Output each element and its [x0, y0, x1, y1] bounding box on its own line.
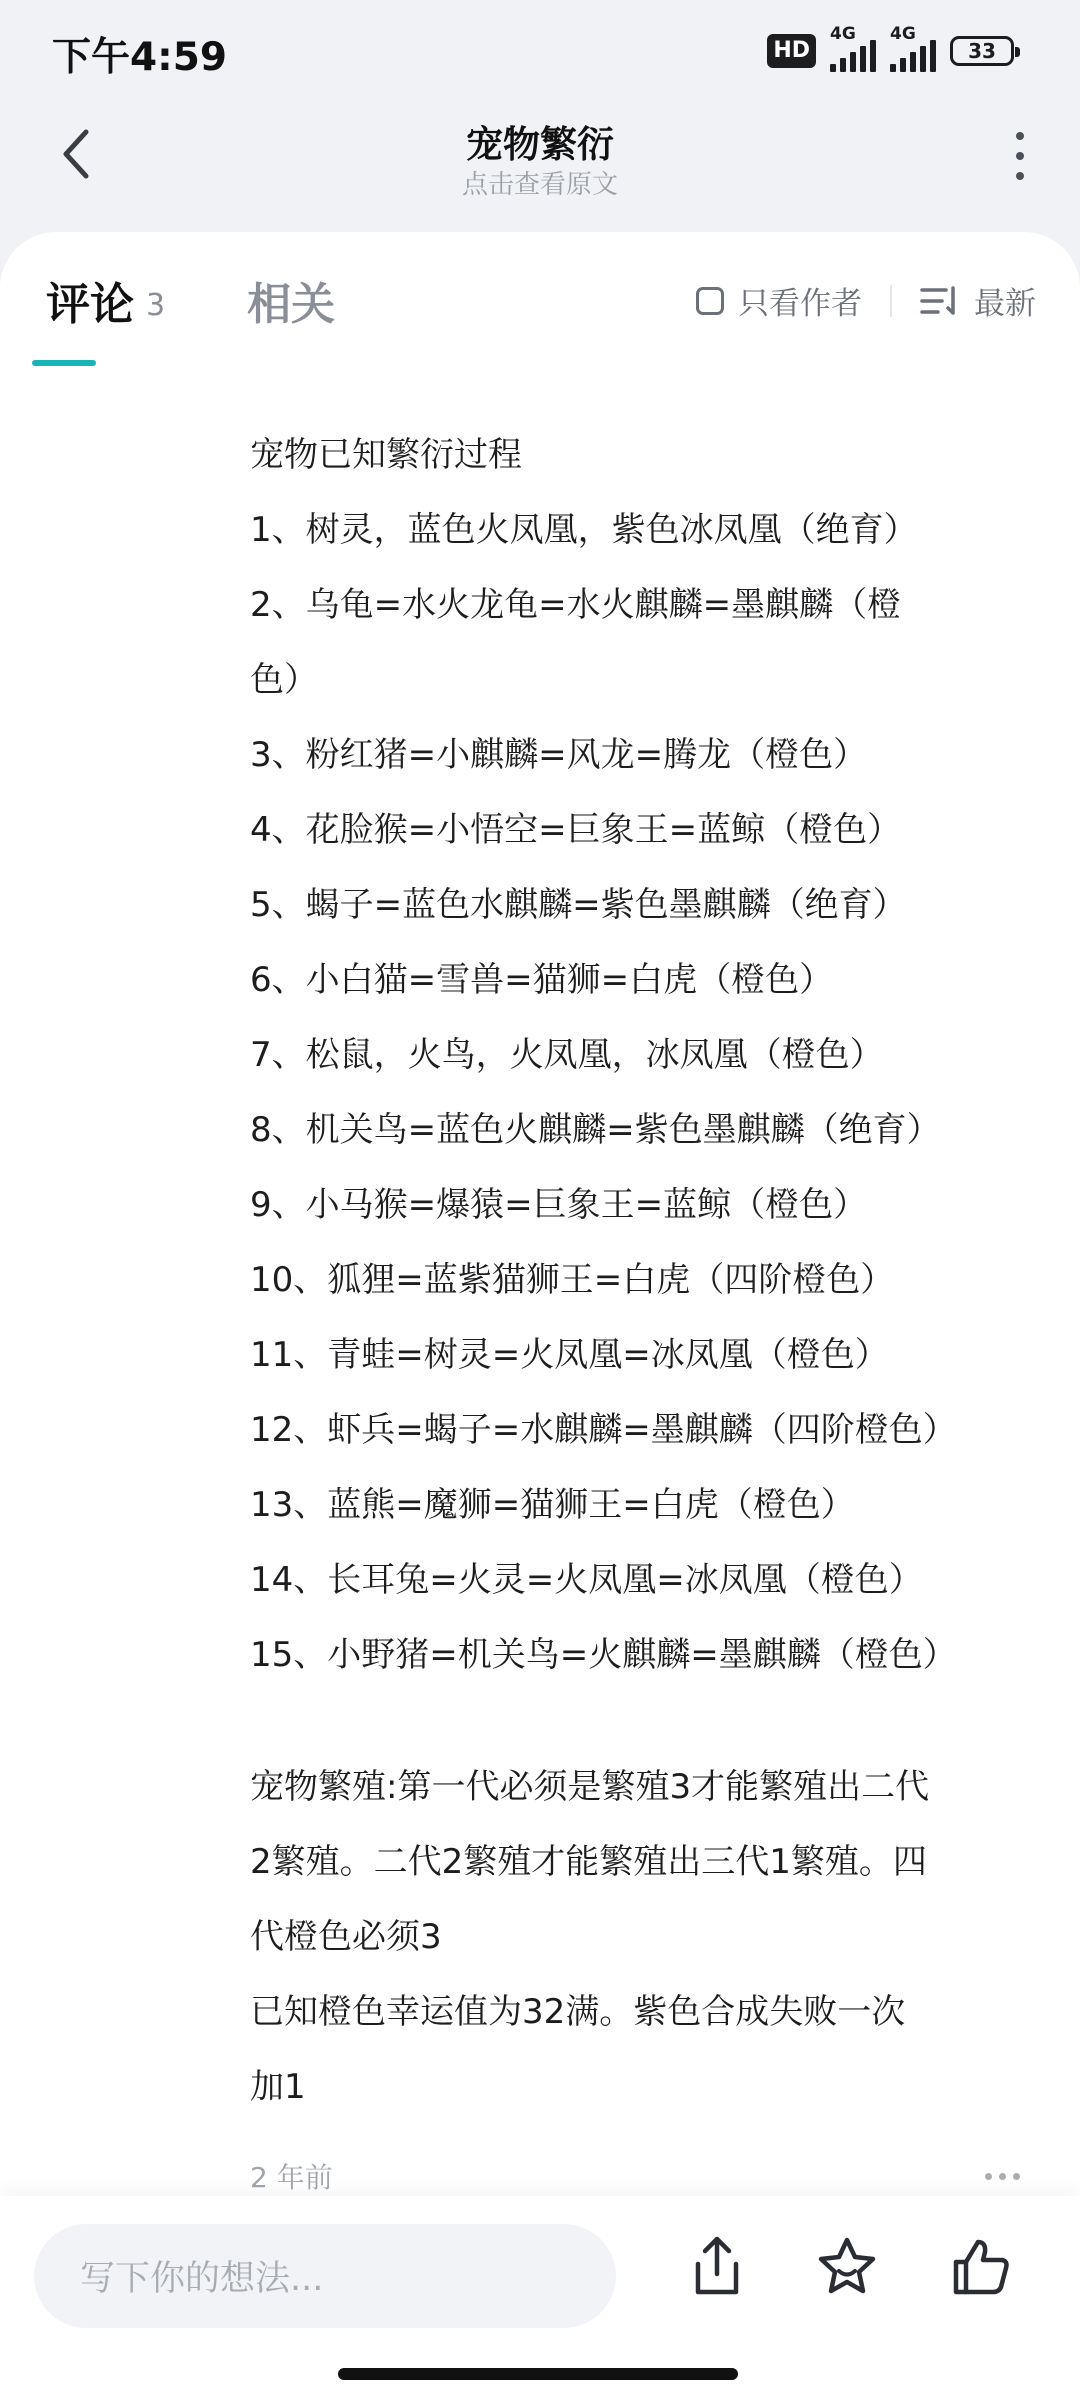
vertical-dots-icon: [1016, 132, 1024, 140]
horizontal-dots-icon: [985, 2173, 992, 2180]
comment-line: 代橙色必须3: [250, 1917, 442, 1957]
comment-line: 7、松鼠，火鸟，火凤凰，冰凤凰（橙色）: [250, 1035, 884, 1075]
comment-line: 11、青蛙=树灵=火凤凰=冰凤凰（橙色）: [250, 1335, 889, 1375]
comment-text: [250, 418, 1040, 2125]
comment-line: 9、小马猴=爆猿=巨象王=蓝鲸（橙色）: [250, 1185, 868, 1225]
view-original-link[interactable]: 点击查看原文: [461, 170, 618, 200]
author-only-checkbox[interactable]: [696, 287, 724, 315]
comment-line: 14、长耳兔=火灵=火凤凰=冰凤凰（橙色）: [250, 1560, 923, 1600]
comment-line: 4、花脸猴=小悟空=巨象王=蓝鲸（橙色）: [250, 810, 902, 850]
thumbs-up-icon[interactable]: [948, 2234, 1014, 2300]
bottom-action-bar: [0, 2196, 1080, 2400]
comment-line: 已知橙色幸运值为32满。紫色合成失败一次: [250, 1992, 906, 2032]
share-icon[interactable]: [684, 2234, 750, 2300]
comment-line: 15、小野猪=机关鸟=火麒麟=墨麒麟（橙色）: [250, 1635, 957, 1675]
signal-icon: [830, 24, 876, 72]
comment-line: 1、树灵，蓝色火凤凰，紫色冰凤凰（绝育）: [250, 510, 918, 550]
page-title: 宠物繁衍: [466, 123, 614, 166]
status-time: 下午4:59: [52, 35, 228, 80]
comment-line: 8、机关鸟=蓝色火麒麟=紫色墨麒麟（绝育）: [250, 1110, 941, 1150]
network-type-label: 4G: [890, 24, 916, 44]
comment-input[interactable]: [34, 2224, 616, 2328]
comment-line: 12、虾兵=蝎子=水麒麟=墨麒麟（四阶橙色）: [250, 1410, 957, 1450]
tab-related[interactable]: 相关: [247, 279, 336, 330]
tab-bar: [46, 268, 335, 358]
comment-input-placeholder: 写下你的想法...: [80, 2259, 324, 2299]
comment-line: 加1: [250, 2067, 306, 2107]
author-only-label[interactable]: 只看作者: [738, 286, 862, 322]
status-bar: [0, 0, 1080, 100]
comment-line: 2、乌龟=水火龙龟=水火麒麟=墨麒麟（橙: [250, 585, 902, 625]
comment-line: 10、狐狸=蓝紫猫狮王=白虎（四阶橙色）: [250, 1260, 895, 1300]
comment-filters: [696, 278, 1036, 323]
comment-time: 2 年前: [250, 2161, 333, 2194]
network-type-label: 4G: [830, 24, 856, 44]
comment-line: 6、小白猫=雪兽=猫狮=白虎（橙色）: [250, 960, 834, 1000]
comment-blank-line: [250, 1693, 1040, 1750]
tab-comments[interactable]: [46, 268, 165, 332]
hd-badge: HD: [767, 34, 816, 68]
battery-level: 33: [968, 39, 996, 63]
comment-meta: [250, 2156, 1020, 2196]
comment-line: 宠物繁殖:第一代必须是繁殖3才能繁殖出二代: [250, 1767, 930, 1807]
filter-divider: [890, 285, 892, 317]
comment-line: 3、粉红猪=小麒麟=风龙=腾龙（橙色）: [250, 735, 868, 775]
sort-icon[interactable]: [920, 285, 960, 317]
comment-line: 2繁殖。二代2繁殖才能繁殖出三代1繁殖。四: [250, 1842, 927, 1882]
comment-line: 5、蝎子=蓝色水麒麟=紫色墨麒麟（绝育）: [250, 885, 907, 925]
status-icons: [767, 24, 1014, 72]
home-indicator: [338, 2368, 738, 2380]
tab-comments-count: 3: [146, 288, 166, 323]
comment-line: 色）: [250, 660, 318, 700]
top-nav: [0, 100, 1080, 240]
sort-latest-button[interactable]: 最新: [974, 286, 1036, 322]
more-options-button[interactable]: [1010, 132, 1030, 180]
tab-comments-label: 评论: [46, 279, 134, 330]
comment-line: 宠物已知繁衍过程: [250, 435, 522, 475]
star-icon[interactable]: [814, 2234, 880, 2300]
battery-icon: [950, 36, 1014, 66]
signal-icon: [890, 24, 936, 72]
comment-more-button[interactable]: [985, 2173, 1020, 2180]
comment-line: 13、蓝熊=魔狮=猫狮王=白虎（橙色）: [250, 1485, 855, 1525]
active-tab-indicator: [32, 360, 96, 366]
